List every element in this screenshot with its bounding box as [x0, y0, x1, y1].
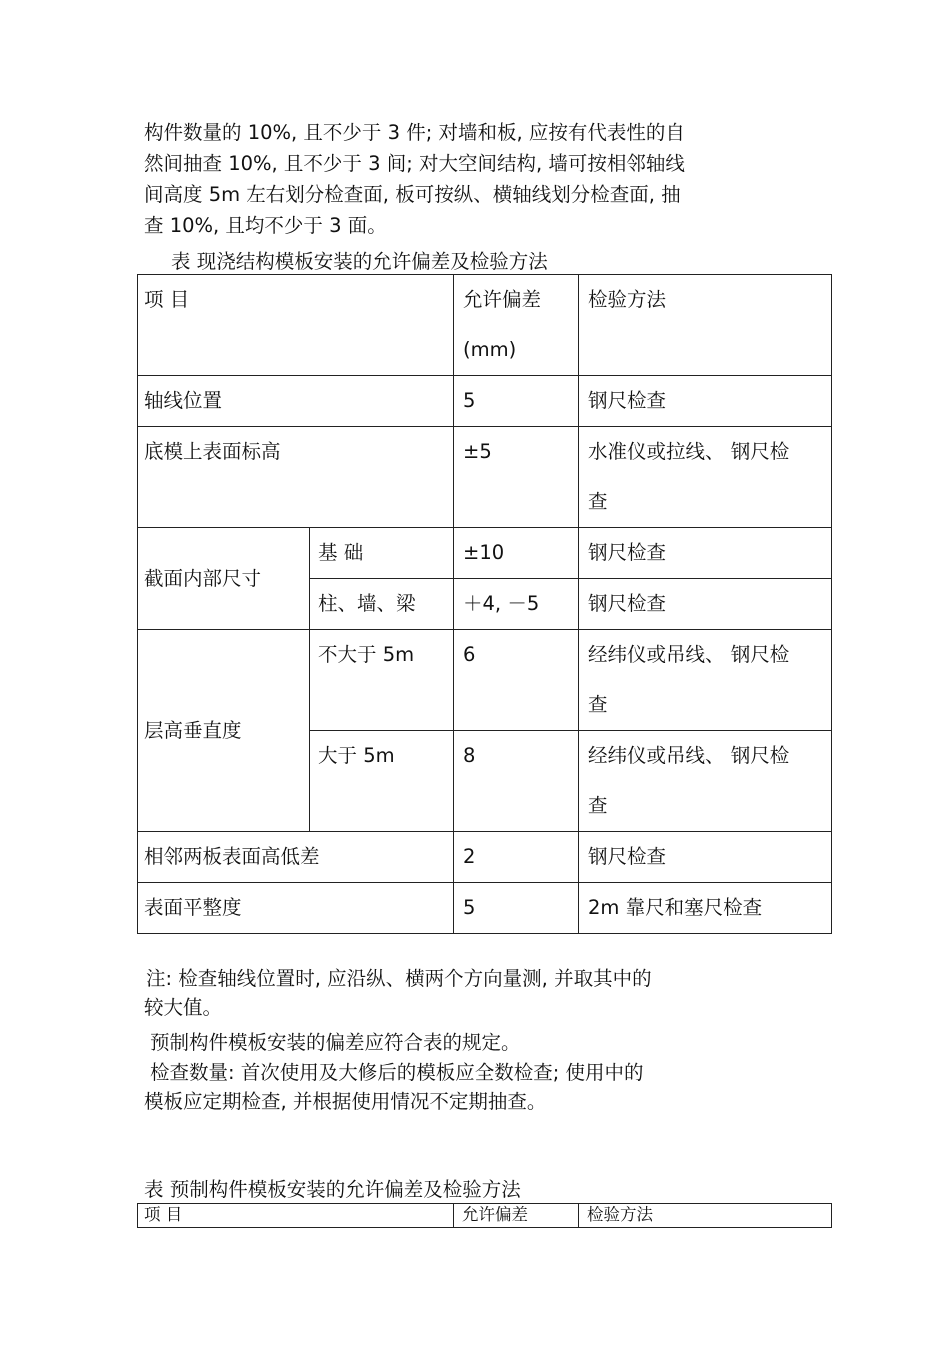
row-subitem: 基 础 [310, 528, 454, 579]
header-method: 检验方法 [579, 1204, 832, 1228]
header-tolerance-unit: (mm) [463, 338, 517, 361]
row-subitem: 不大于 5m [310, 630, 454, 731]
header-tolerance [454, 275, 579, 376]
row-method: 钢尺检查 [579, 376, 832, 427]
row-item: 相邻两板表面高低差 [138, 832, 454, 883]
row-method: 钢尺检查 [579, 528, 832, 579]
row-tolerance: 8 [454, 731, 579, 832]
row-method: 钢尺检查 [579, 832, 832, 883]
precast-paragraph: 预制构件模板安装的偏差应符合表的规定。 [150, 1031, 521, 1054]
table1-caption: 表 现浇结构模板安装的允许偏差及检验方法 [171, 250, 548, 273]
row-method: 2m 靠尺和塞尺检查 [579, 883, 832, 934]
row-method-line1: 经纬仪或吊线、 钢尺检 [588, 643, 790, 666]
row-tolerance: ＋4, －5 [454, 579, 579, 630]
check-quantity-line-1: 检查数量: 首次使用及大修后的模板应全数检查; 使用中的 [150, 1061, 644, 1084]
table-row [138, 528, 832, 579]
row-item: 轴线位置 [138, 376, 454, 427]
row-method-line2: 查 [588, 693, 608, 716]
row-tolerance: 5 [454, 883, 579, 934]
row-tolerance: 5 [454, 376, 579, 427]
row-method-line2: 查 [588, 794, 608, 817]
header-item: 项 目 [138, 1204, 454, 1228]
header-tolerance: 允许偏差 [454, 1204, 579, 1228]
table-row [138, 427, 832, 528]
row-subitem: 柱、墙、梁 [310, 579, 454, 630]
table-row [138, 832, 832, 883]
precast-tolerance-table [137, 1203, 832, 1228]
row-method-line2: 查 [588, 490, 608, 513]
header-method: 检验方法 [579, 275, 832, 376]
note-line-1: 注: 检查轴线位置时, 应沿纵、横两个方向量测, 并取其中的 [146, 967, 652, 990]
table-header-row [138, 1204, 832, 1228]
table-row [138, 630, 832, 731]
row-group-item: 截面内部尺寸 [138, 528, 310, 630]
row-tolerance: ±5 [454, 427, 579, 528]
row-method-line1: 水准仪或拉线、 钢尺检 [588, 440, 790, 463]
row-method-line1: 经纬仪或吊线、 钢尺检 [588, 744, 790, 767]
intro-line-3: 间高度 5m 左右划分检查面, 板可按纵、横轴线划分检查面, 抽 [144, 183, 681, 206]
check-quantity-line-2: 模板应定期检查, 并根据使用情况不定期抽查。 [144, 1090, 547, 1113]
intro-line-4: 查 10%, 且均不少于 3 面。 [144, 214, 387, 237]
row-item: 表面平整度 [138, 883, 454, 934]
table-header-row [138, 275, 832, 376]
row-method [579, 630, 832, 731]
row-tolerance: 6 [454, 630, 579, 731]
row-method [579, 427, 832, 528]
note-line-2: 较大值。 [144, 996, 223, 1019]
table-row [138, 376, 832, 427]
row-tolerance: 2 [454, 832, 579, 883]
intro-line-1: 构件数量的 10%, 且不少于 3 件; 对墙和板, 应按有代表性的自 [144, 121, 685, 144]
table2-caption: 表 预制构件模板安装的允许偏差及检验方法 [144, 1178, 521, 1201]
row-method: 钢尺检查 [579, 579, 832, 630]
header-tolerance-line1: 允许偏差 [463, 288, 542, 311]
row-group-item: 层高垂直度 [138, 630, 310, 832]
cast-in-place-tolerance-table [137, 274, 832, 934]
row-item: 底模上表面标高 [138, 427, 454, 528]
row-method [579, 731, 832, 832]
intro-line-2: 然间抽查 10%, 且不少于 3 间; 对大空间结构, 墙可按相邻轴线 [144, 152, 685, 175]
row-subitem: 大于 5m [310, 731, 454, 832]
header-item: 项 目 [138, 275, 454, 376]
table-row [138, 883, 832, 934]
row-tolerance: ±10 [454, 528, 579, 579]
